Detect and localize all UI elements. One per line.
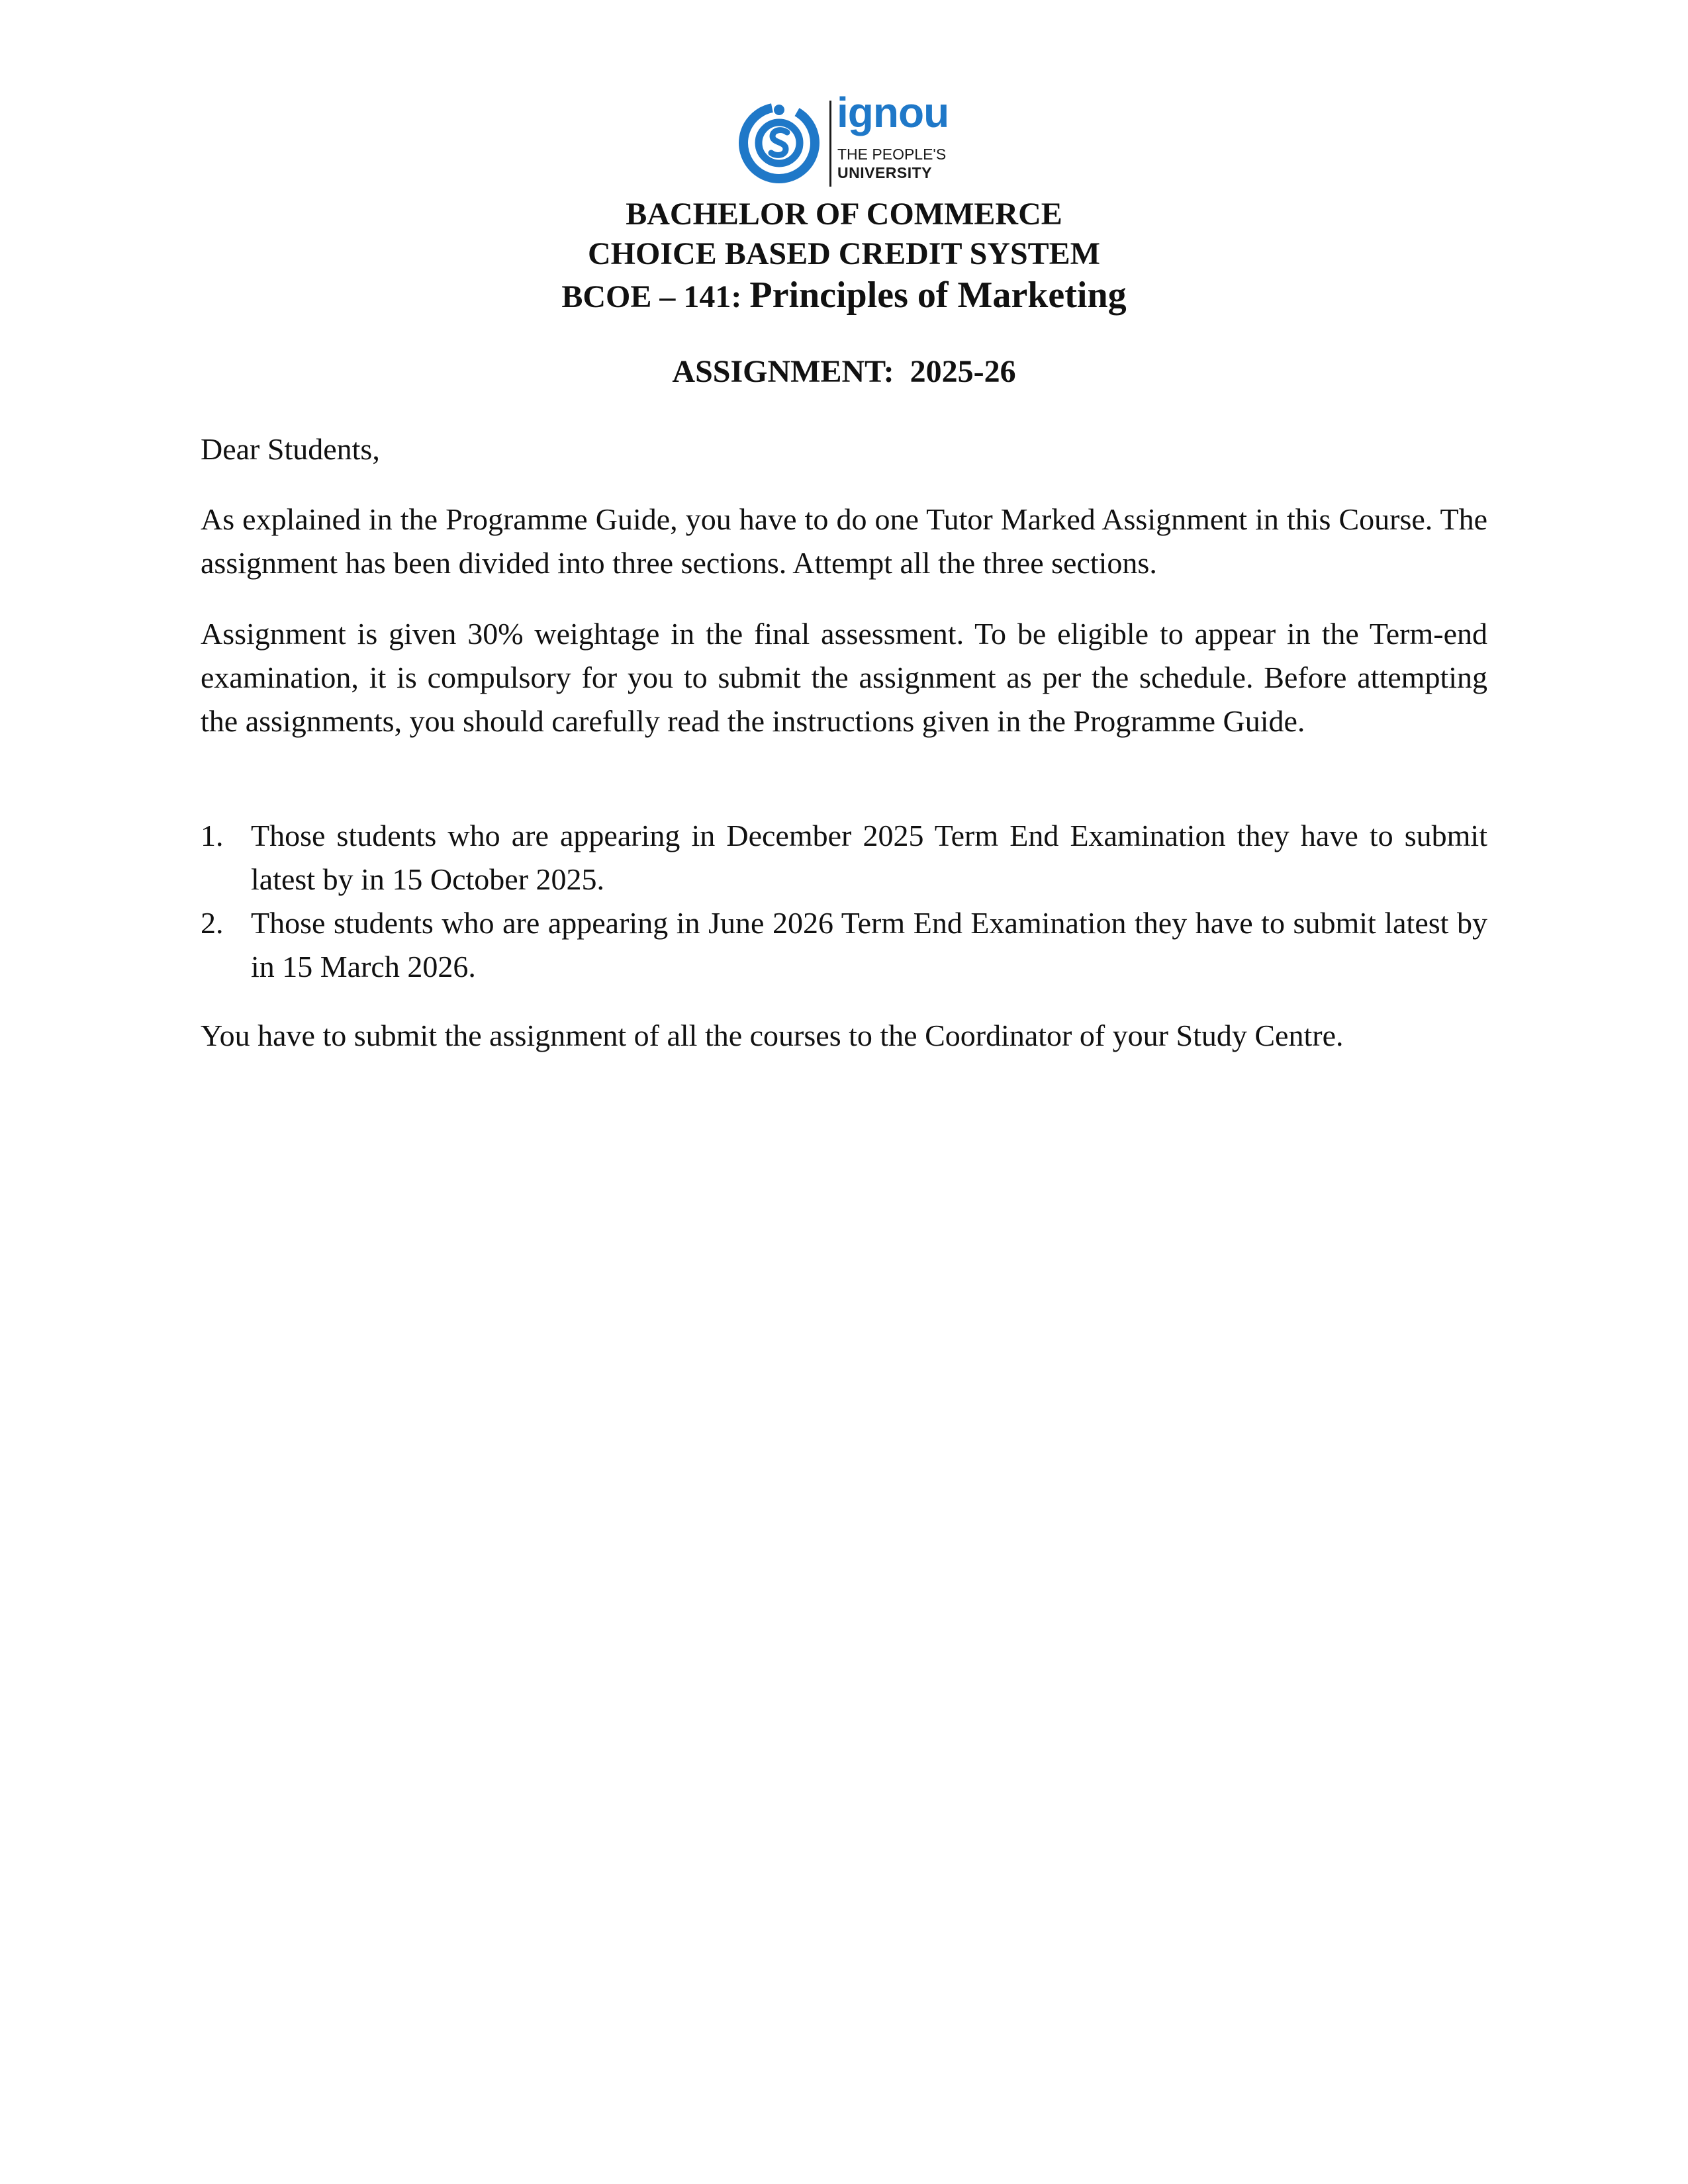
logo-tagline-2: UNIVERSITY — [837, 164, 933, 181]
programme-title: BACHELOR OF COMMERCE — [626, 197, 1062, 232]
assignment-title: ASSIGNMENT: 2025-26 — [672, 354, 1016, 389]
logo-wordmark: ignou — [837, 89, 949, 136]
paragraph-weightage: Assignment is given 30% weightage in the final assessment. To be eligible to appear in the Term-end examination, it is compulsory for you to submit the assignment as per the schedule. Before attempting the assignments, you should carefully read the instructions given in the Programme Guide. — [201, 617, 1487, 738]
list-item — [201, 901, 1487, 989]
list-item-number: 2. — [201, 906, 224, 940]
course-heading — [0, 274, 1688, 316]
salutation: Dear Students, — [201, 432, 380, 466]
list-item — [201, 814, 1487, 901]
closing-note: You have to submit the assignment of all the courses to the Coordinator of your Study Centre. — [201, 1019, 1344, 1052]
list-item-number: 1. — [201, 819, 224, 852]
course-code: BCOE – 141: — [561, 279, 742, 314]
list-item-text: Those students who are appearing in December 2025 Term End Examination they have to submit latest by in 15 October 2025. — [251, 819, 1487, 896]
logo-divider — [829, 101, 831, 187]
course-title: Principles of Marketing — [749, 275, 1127, 316]
ignou-logo — [738, 89, 950, 187]
logo-tagline-1: THE PEOPLE'S — [837, 146, 947, 163]
scheme-title: CHOICE BASED CREDIT SYSTEM — [588, 236, 1100, 271]
paragraph-intro: As explained in the Programme Guide, you have to do one Tutor Marked Assignment in this Course. The assignment has been divided into three sections. Attempt all the three sections. — [201, 502, 1487, 580]
submission-schedule-list — [201, 814, 1487, 989]
list-item-text: Those students who are appearing in June 2026 Term End Examination they have to submit latest by in 15 March 2026. — [251, 906, 1487, 983]
ignou-emblem-icon — [738, 102, 825, 184]
